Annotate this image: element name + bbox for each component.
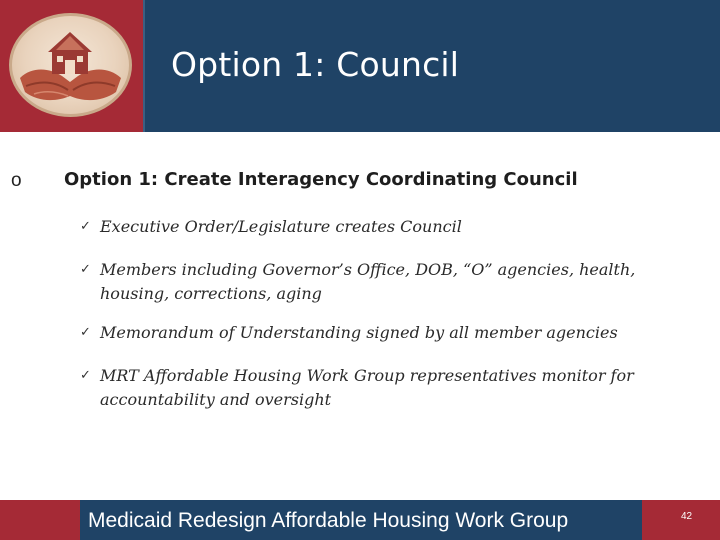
list-item-text: Executive Order/Legislature creates Council bbox=[100, 217, 462, 236]
checkmark-icon: ✓ bbox=[80, 219, 91, 234]
list-item-text: housing, corrections, aging bbox=[100, 284, 322, 303]
list-item bbox=[80, 215, 680, 239]
list-item bbox=[80, 364, 680, 412]
list-item-text: Members including Governor’s Office, DOB, “O” agencies, health, bbox=[100, 260, 636, 279]
slide-footer bbox=[0, 500, 720, 540]
list-item-text: Memorandum of Understanding signed by all member agencies bbox=[100, 323, 618, 342]
checkmark-icon: ✓ bbox=[80, 262, 91, 277]
checkmark-icon: ✓ bbox=[80, 368, 91, 383]
checkmark-icon: ✓ bbox=[80, 325, 91, 340]
hands-holding-house-icon bbox=[9, 13, 132, 117]
logo-panel bbox=[0, 0, 143, 132]
slide-header bbox=[0, 0, 720, 132]
hollow-bullet-icon: o bbox=[11, 170, 22, 191]
page-number: 42 bbox=[681, 511, 693, 522]
list-item bbox=[80, 321, 680, 345]
list-item-text: accountability and oversight bbox=[100, 390, 332, 409]
main-bullet-text: Option 1: Create Interagency Coordinating Council bbox=[64, 169, 578, 190]
slide-title: Option 1: Council bbox=[171, 45, 460, 84]
list-item-text: MRT Affordable Housing Work Group representatives monitor for bbox=[100, 366, 634, 385]
list-item bbox=[80, 258, 680, 306]
footer-text: Medicaid Redesign Affordable Housing Work Group bbox=[88, 509, 569, 532]
footer-banner bbox=[80, 500, 642, 540]
title-panel bbox=[143, 0, 720, 132]
